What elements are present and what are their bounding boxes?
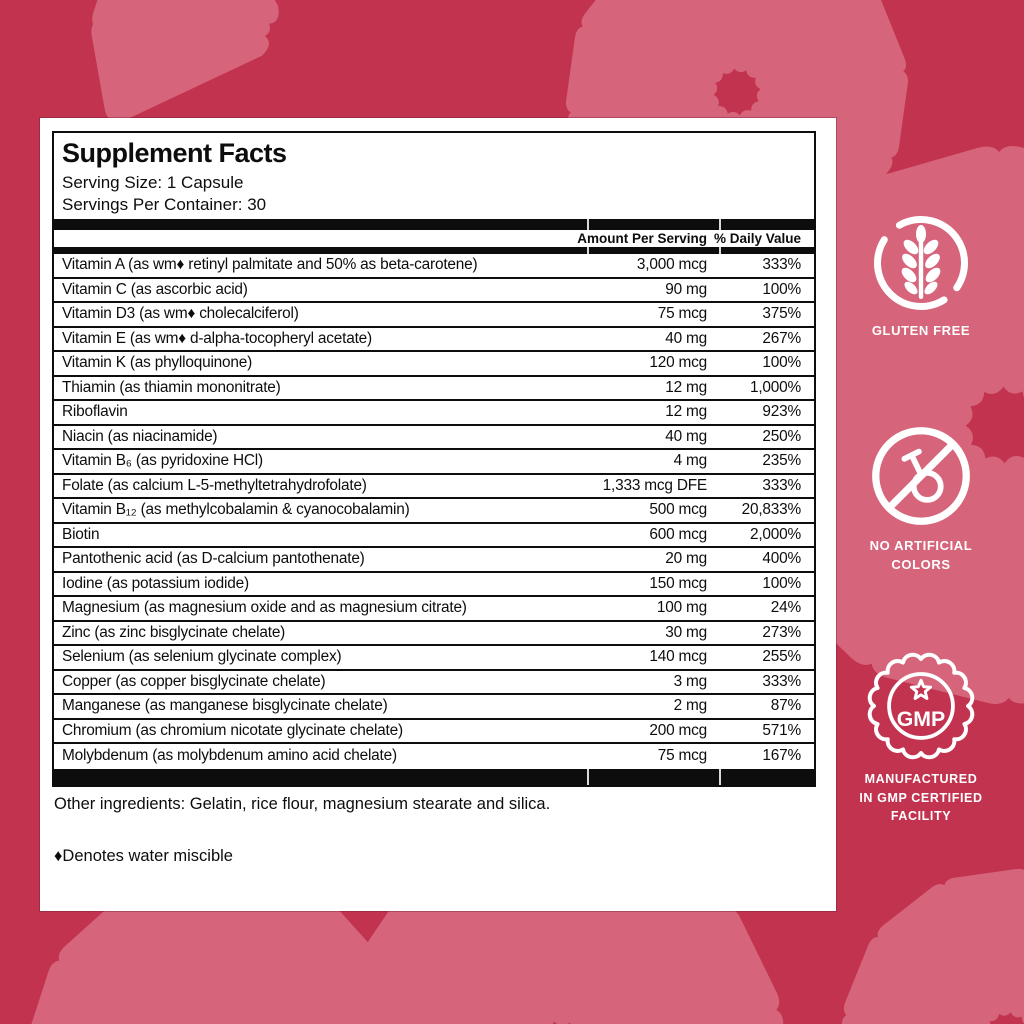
nutrient-row: [54, 352, 814, 377]
nutrient-amount: 1,333 mcg DFE: [602, 476, 707, 494]
nutrient-daily-value: 167%: [762, 747, 801, 765]
rosette-outline-icon: [870, 655, 973, 758]
nutrient-amount: 12 mg: [665, 378, 707, 396]
nutrient-amount: 90 mg: [665, 280, 707, 298]
nutrient-daily-value: 571%: [762, 721, 801, 739]
nutrient-amount: 100 mg: [656, 599, 707, 617]
nutrient-name: Iodine (as potassium iodide): [62, 574, 249, 592]
nutrient-row: [54, 303, 814, 328]
nutrient-name: Manganese (as manganese bisglycinate chelate): [62, 697, 388, 715]
nutrient-daily-value: 923%: [762, 403, 801, 421]
nutrient-daily-value: 273%: [762, 623, 801, 641]
serving-size: Serving Size: 1 Capsule: [62, 173, 244, 192]
nutrient-name: Vitamin B₆ (as pyridoxine HCl): [62, 452, 263, 470]
wheat-icon: [899, 225, 943, 299]
nutrient-daily-value: 20,833%: [741, 501, 801, 519]
nutrient-name: Copper (as copper bisglycinate chelate): [62, 672, 326, 690]
nutrient-name: Niacin (as niacinamide): [62, 427, 218, 445]
other-ingredients: Other ingredients: Gelatin, rice flour, magnesium stearate and silica.: [54, 794, 551, 813]
nutrient-table: [54, 254, 814, 769]
gmp-seal-icon: [865, 650, 977, 762]
nutrient-daily-value: 1,000%: [750, 378, 801, 396]
nutrient-row: [54, 377, 814, 402]
nutrient-row: [54, 622, 814, 647]
nutrient-row: [54, 475, 814, 500]
nutrient-name: Vitamin B₁₂ (as methylcobalamin & cyanocobalamin): [62, 501, 410, 519]
badge-label: GLUTEN FREE: [871, 323, 971, 338]
citrus-slice-top-left: [89, 0, 313, 123]
badge-label: COLORS: [891, 557, 951, 572]
column-header-daily-value: % Daily Value: [713, 231, 801, 246]
gmp-seal-label: GMP: [896, 707, 946, 732]
nutrient-amount: 40 mg: [665, 427, 707, 445]
nutrient-daily-value: 333%: [762, 476, 801, 494]
nutrient-name: Selenium (as selenium glycinate complex): [62, 648, 342, 666]
nutrient-daily-value: 267%: [762, 329, 801, 347]
nutrient-row: [54, 597, 814, 622]
nutrient-row: [54, 254, 814, 279]
no-artificial-colors-icon: [869, 424, 973, 528]
column-header-amount: Amount Per Serving: [577, 231, 707, 246]
nutrient-amount: 75 mcg: [657, 747, 707, 765]
nutrient-amount: 12 mg: [665, 403, 707, 421]
gluten-free-badge: [846, 213, 996, 340]
nutrient-name: Vitamin C (as ascorbic acid): [62, 280, 248, 298]
nutrient-name: Chromium (as chromium nicotate glycinate chelate): [62, 721, 403, 739]
supplement-label-panel: [40, 118, 836, 911]
column-separator: [719, 247, 721, 254]
nutrient-daily-value: 375%: [762, 305, 801, 323]
nutrient-row: [54, 401, 814, 426]
nutrient-name: Riboflavin: [62, 403, 128, 421]
nutrient-daily-value: 24%: [770, 599, 801, 617]
water-miscible-footnote: ♦Denotes water miscible: [54, 846, 233, 865]
divider-bar-bottom: [54, 769, 814, 785]
nutrient-row: [54, 524, 814, 549]
nutrient-daily-value: 255%: [762, 648, 801, 666]
nutrient-row: [54, 426, 814, 451]
gluten-free-icon: [871, 213, 971, 313]
star-icon: [911, 680, 930, 698]
column-separator: [587, 247, 589, 254]
nutrient-amount: 2 mg: [673, 697, 707, 715]
nutrient-row: [54, 548, 814, 573]
facts-title: Supplement Facts: [62, 138, 287, 168]
nutrient-amount: 3 mg: [673, 672, 707, 690]
nutrient-amount: 500 mcg: [649, 501, 707, 519]
nutrient-amount: 3,000 mcg: [636, 256, 707, 274]
gmp-badge: [846, 650, 996, 826]
nutrient-name: Vitamin K (as phylloquinone): [62, 354, 253, 372]
nutrient-daily-value: 400%: [762, 550, 801, 568]
nutrient-name: Thiamin (as thiamin mononitrate): [62, 378, 281, 396]
servings-per-container: Servings Per Container: 30: [62, 195, 267, 214]
nutrient-row: [54, 279, 814, 304]
nutrient-amount: 20 mg: [665, 550, 707, 568]
column-separator: [719, 769, 721, 785]
nutrient-daily-value: 333%: [762, 672, 801, 690]
nutrient-amount: 75 mcg: [657, 305, 707, 323]
nutrient-row: [54, 573, 814, 598]
nutrient-daily-value: 100%: [762, 354, 801, 372]
nutrient-daily-value: 100%: [762, 574, 801, 592]
nutrient-row: [54, 671, 814, 696]
nutrient-name: Biotin: [62, 525, 100, 543]
badge-label: NO ARTIFICIAL: [869, 538, 973, 553]
badge-label: IN GMP CERTIFIED: [859, 790, 983, 805]
nutrient-row: [54, 720, 814, 745]
nutrient-daily-value: 235%: [762, 452, 801, 470]
supplement-facts-box: [52, 131, 816, 787]
nutrient-amount: 40 mg: [665, 329, 707, 347]
nutrient-row: [54, 328, 814, 353]
nutrient-name: Zinc (as zinc bisglycinate chelate): [62, 623, 286, 641]
nutrient-row: [54, 695, 814, 720]
nutrient-daily-value: 100%: [762, 280, 801, 298]
nutrient-amount: 30 mg: [665, 623, 707, 641]
nutrient-name: Magnesium (as magnesium oxide and as magnesium citrate): [62, 599, 467, 617]
nutrient-name: Molybdenum (as molybdenum amino acid chelate): [62, 747, 397, 765]
badge-label: MANUFACTURED: [864, 772, 978, 786]
nutrient-amount: 140 mcg: [649, 648, 707, 666]
nutrient-daily-value: 2,000%: [750, 525, 801, 543]
nutrient-row: [54, 499, 814, 524]
nutrient-amount: 200 mcg: [649, 721, 707, 739]
nutrient-daily-value: 250%: [762, 427, 801, 445]
nutrient-amount: 150 mcg: [649, 574, 707, 592]
nutrient-row: [54, 450, 814, 475]
nutrient-name: Pantothenic acid (as D-calcium pantothenate): [62, 550, 365, 568]
nutrient-name: Folate (as calcium L-5-methyltetrahydrofolate): [62, 476, 367, 494]
table-header-row: [54, 230, 814, 247]
nutrient-amount: 120 mcg: [649, 354, 707, 372]
nutrient-row: [54, 744, 814, 769]
nutrient-daily-value: 87%: [770, 697, 801, 715]
nutrient-daily-value: 333%: [762, 256, 801, 274]
divider-bar-header: [54, 247, 814, 254]
no-artificial-colors-badge: [846, 424, 996, 574]
nutrient-name: Vitamin D3 (as wm♦ cholecalciferol): [62, 305, 299, 323]
column-separator: [587, 219, 589, 230]
nutrient-amount: 600 mcg: [649, 525, 707, 543]
nutrient-row: [54, 646, 814, 671]
column-separator: [719, 219, 721, 230]
badge-label: FACILITY: [890, 809, 952, 823]
nutrient-name: Vitamin A (as wm♦ retinyl palmitate and 50% as beta-carotene): [62, 256, 478, 274]
divider-bar-top: [54, 219, 814, 230]
nutrient-amount: 4 mg: [673, 452, 707, 470]
nutrient-name: Vitamin E (as wm♦ d-alpha-tocopheryl acetate): [62, 329, 372, 347]
column-separator: [587, 769, 589, 785]
